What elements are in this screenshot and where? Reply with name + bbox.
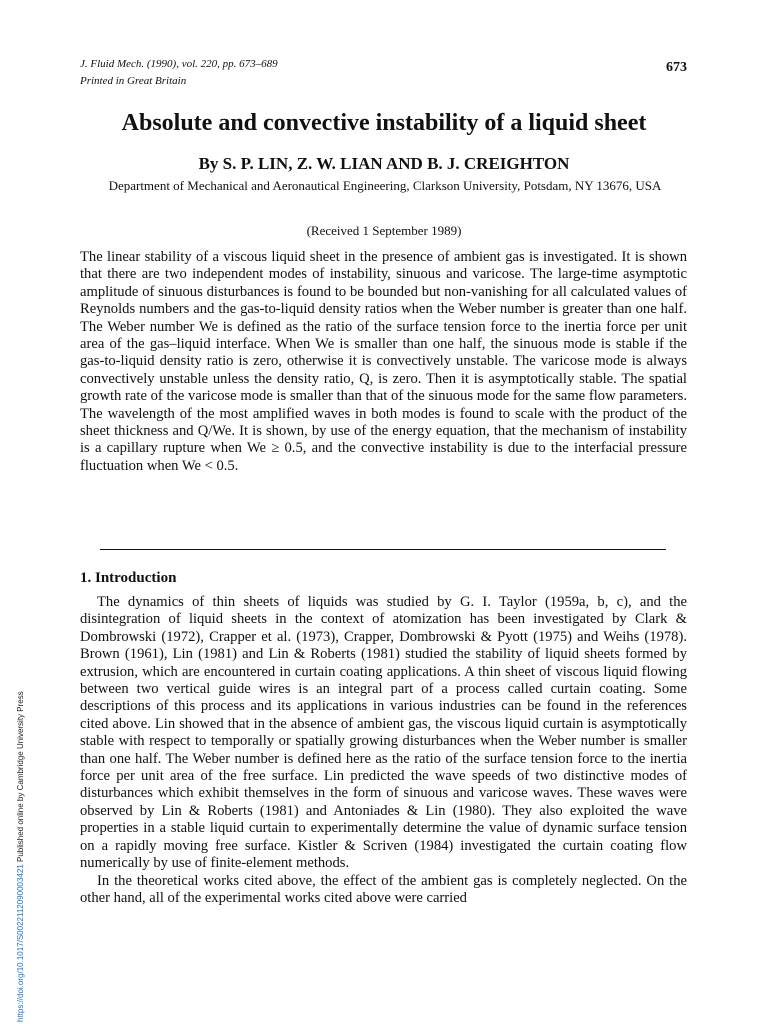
introduction-body [80, 594, 687, 907]
page-number: 673 [666, 60, 687, 75]
printed-in-note: Printed in Great Britain [80, 75, 187, 87]
article-title: Absolute and convective instability of a liquid sheet [121, 110, 647, 136]
introduction-heading: 1. Introduction [80, 570, 177, 586]
abstract: The linear stability of a viscous liquid sheet in the presence of ambient gas is investigated. It is shown that there are two independent modes of instability, sinuous and varicose. The large-time asymptotic amplitude of sinuous disturbances is found to be bounded but non-vanishing for all calculated values of Reynolds numbers and the gas-to-liquid density ratios when the Weber number is greater than one half. The Weber number We is defined as the ratio of the surface tension force to the inertia force per unit area of the gas–liquid interface. When We is smaller than one half, the sinuous mode is stable if the gas-to-liquid density ratio is zero, otherwise it is convectively unstable. The varicose mode is always convectively unstable unless the density ratio, Q, is zero. Then it is asymptotically stable. The spatial growth rate of the varicose mode is smaller than that of the sinuous mode for the same flow parameters. The wavelength of the most amplified waves in both modes is found to scale with the product of the sheet thickness and Q/We. It is shown, by use of the energy equation, that the mechanism of instability is a capillary rupture when We ≥ 0.5, and the convective instability is due to the interfacial pressure fluctuation when We < 0.5. [80, 249, 687, 474]
side-doi-note [17, 691, 25, 1022]
introduction-paragraph-1: The dynamics of thin sheets of liquids was studied by G. I. Taylor (1959a, b, c), and the disintegration of liquid sheets in the context of atomization has been investigated by Clark & Dombrowski (1972), Crapper et al. (1973), Crapper, Dombrowski & Pyott (1975) and Weihs (1978). Brown (1961), Lin (1981) and Lin & Roberts (1981) studied the stability of liquid sheets formed by extrusion, which are encountered in curtain coating applications. A thin sheet of viscous liquid flowing between two vertical guide wires is an integral part of a process called curtain coating. Some descriptions of this process and its applications in various industries can be found in the references cited above. Lin showed that in the absence of ambient gas, the viscous liquid curtain is asymptotically stable with respect to temporally or spatially growing disturbances when the Weber number is smaller than one half. The Weber number is defined here as the ratio of the surface tension force to the inertia force per unit area of the free surface. Lin predicted the wave speeds of two distinctive modes of disturbances which exhibit themselves in the form of sinuous and varicose waves. These waves were observed by Lin & Roberts (1981) and Antoniades & Lin (1980). They also exploited the wave properties in a stable liquid curtain to experimentally determine the value of dynamic surface tension on a rapidly moving free surface. Kistler & Scriven (1984) investigated the curtain coating flow numerically by use of finite-element methods. [80, 594, 687, 872]
journal-info: J. Fluid Mech. (1990), vol. 220, pp. 673–689 [80, 58, 278, 70]
author-affiliation: Department of Mechanical and Aeronautical Engineering, Clarkson University, Potsdam, NY 13676, USA [108, 178, 662, 193]
doi-link[interactable]: https://doi.org/10.1017/S0022112090003421 [16, 864, 25, 1022]
introduction-paragraph-2: In the theoretical works cited above, the effect of the ambient gas is completely neglected. On the other hand, all of the experimental works cited above were carried [80, 872, 687, 906]
article-authors: By S. P. LIN, Z. W. LIAN AND B. J. CREIGHTON [198, 154, 570, 173]
published-online-note: Published online by Cambridge University Press [16, 691, 25, 865]
received-date: (Received 1 September 1989) [306, 223, 462, 238]
abstract-divider [100, 549, 666, 550]
